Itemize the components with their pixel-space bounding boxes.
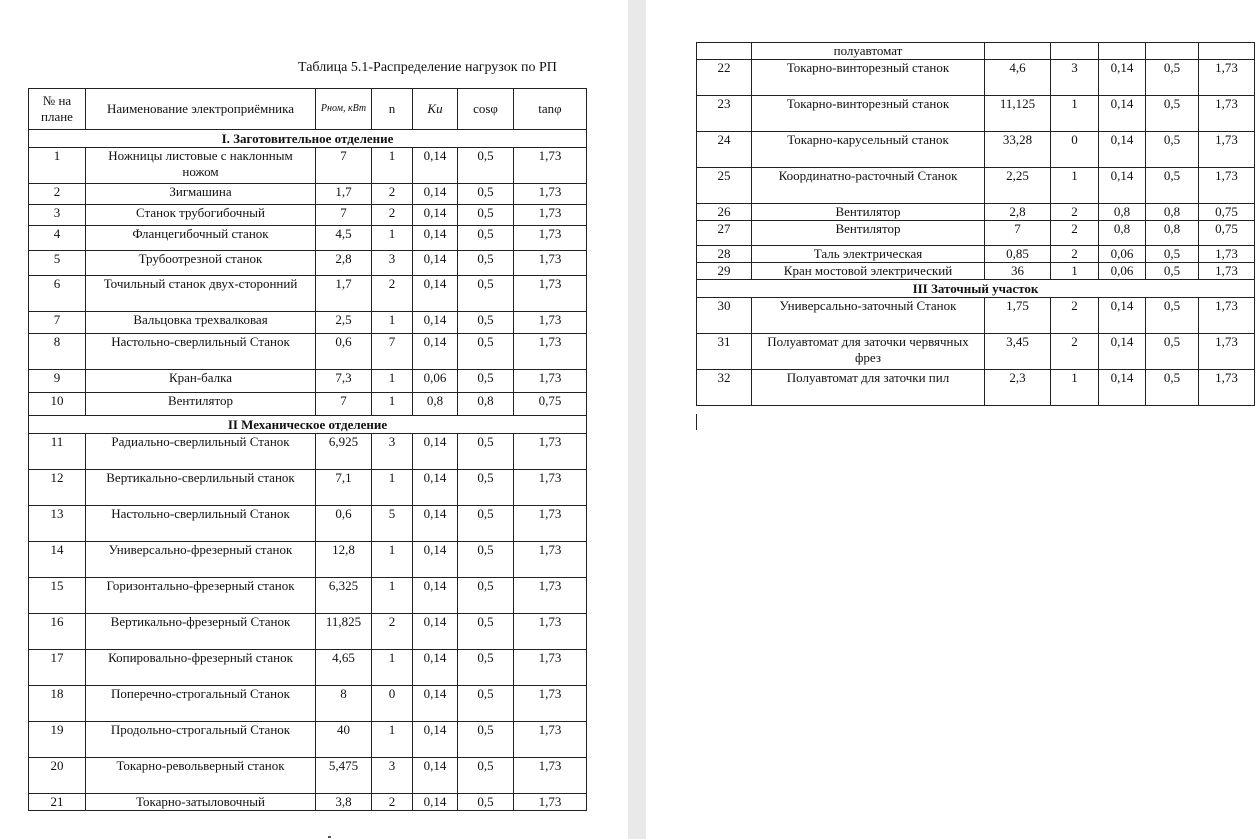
cos-phi: 0,5 — [1146, 132, 1199, 168]
rated-power: 7,3 — [316, 370, 372, 393]
unit-count: 1 — [372, 148, 413, 184]
rated-power: 1,7 — [316, 276, 372, 312]
row-number: 2 — [29, 184, 86, 205]
row-number: 14 — [29, 542, 86, 578]
cos-phi: 0,5 — [1146, 263, 1199, 280]
rated-power: 36 — [985, 263, 1051, 280]
header-num: № на плане — [29, 89, 86, 130]
usage-factor: 0,14 — [413, 205, 458, 226]
equipment-name: Трубоотрезной станок — [86, 251, 316, 276]
table-row — [29, 393, 587, 416]
table-row — [29, 470, 587, 506]
tan-phi: 0,75 — [514, 393, 587, 416]
row-number: 29 — [697, 263, 752, 280]
table-row — [29, 722, 587, 758]
usage-factor: 0,14 — [413, 334, 458, 370]
table-row — [29, 650, 587, 686]
rated-power: 7,1 — [316, 470, 372, 506]
load-distribution-table-continued — [696, 42, 1255, 406]
equipment-name: Зигмашина — [86, 184, 316, 205]
equipment-name: Токарно-винторезный станок — [752, 96, 985, 132]
usage-factor: 0,14 — [413, 251, 458, 276]
equipment-name: Настольно-сверлильный Станок — [86, 334, 316, 370]
rated-power: 7 — [316, 205, 372, 226]
row-number: 17 — [29, 650, 86, 686]
usage-factor: 0,8 — [1099, 204, 1146, 221]
table-row — [697, 204, 1255, 221]
unit-count: 1 — [372, 226, 413, 251]
equipment-name: Точильный станок двух-сторонний — [86, 276, 316, 312]
table-row — [697, 96, 1255, 132]
cos-phi: 0,5 — [458, 794, 514, 811]
equipment-name: Станок трубогибочный — [86, 205, 316, 226]
row-number: 13 — [29, 506, 86, 542]
cos-phi: 0,5 — [458, 251, 514, 276]
row-number: 20 — [29, 758, 86, 794]
rated-power: 6,925 — [316, 434, 372, 470]
header-power: Pном, кВт — [316, 89, 372, 130]
rated-power: 3,8 — [316, 794, 372, 811]
tan-phi: 1,73 — [514, 205, 587, 226]
equipment-name: Вертикально-сверлильный станок — [86, 470, 316, 506]
usage-factor — [1099, 43, 1146, 60]
rated-power: 4,65 — [316, 650, 372, 686]
tan-phi: 1,73 — [1199, 96, 1255, 132]
row-number: 19 — [29, 722, 86, 758]
usage-factor: 0,8 — [1099, 221, 1146, 246]
cos-phi: 0,5 — [458, 434, 514, 470]
usage-factor: 0,14 — [413, 578, 458, 614]
usage-factor: 0,14 — [1099, 132, 1146, 168]
rated-power: 7 — [316, 393, 372, 416]
unit-count: 5 — [372, 506, 413, 542]
row-number: 15 — [29, 578, 86, 614]
rated-power: 2,25 — [985, 168, 1051, 204]
table-row — [29, 312, 587, 334]
tan-phi: 1,73 — [514, 226, 587, 251]
table-row — [697, 370, 1255, 406]
equipment-name: полуавтомат — [752, 43, 985, 60]
table-row — [697, 168, 1255, 204]
table-row — [29, 226, 587, 251]
table-row — [29, 370, 587, 393]
tan-phi: 0,75 — [1199, 204, 1255, 221]
unit-count: 1 — [1051, 370, 1099, 406]
row-number: 8 — [29, 334, 86, 370]
tan-phi: 1,73 — [1199, 370, 1255, 406]
row-number: 3 — [29, 205, 86, 226]
row-number: 11 — [29, 434, 86, 470]
row-number: 26 — [697, 204, 752, 221]
usage-factor: 0,14 — [413, 470, 458, 506]
tan-phi: 1,73 — [514, 312, 587, 334]
section-heading-row — [697, 280, 1255, 298]
header-usage-factor: Kи — [413, 89, 458, 130]
table-row — [29, 614, 587, 650]
unit-count: 1 — [372, 542, 413, 578]
table-row — [697, 246, 1255, 263]
table-row — [697, 60, 1255, 96]
tan-phi: 1,73 — [1199, 168, 1255, 204]
unit-count: 2 — [1051, 204, 1099, 221]
usage-factor: 0,14 — [413, 312, 458, 334]
header-cos: cosφ — [458, 89, 514, 130]
cos-phi: 0,8 — [1146, 221, 1199, 246]
rated-power: 6,325 — [316, 578, 372, 614]
unit-count: 0 — [372, 686, 413, 722]
usage-factor: 0,14 — [413, 650, 458, 686]
cos-phi: 0,5 — [1146, 298, 1199, 334]
tan-phi: 1,73 — [514, 148, 587, 184]
page-speck — [328, 836, 331, 838]
unit-count: 2 — [1051, 334, 1099, 370]
cos-phi: 0,5 — [458, 184, 514, 205]
section-heading-row — [29, 416, 587, 434]
unit-count: 1 — [372, 470, 413, 506]
usage-factor: 0,06 — [1099, 263, 1146, 280]
usage-factor: 0,14 — [1099, 334, 1146, 370]
cos-phi: 0,5 — [458, 686, 514, 722]
usage-factor: 0,14 — [413, 226, 458, 251]
row-number: 10 — [29, 393, 86, 416]
cos-phi: 0,5 — [1146, 96, 1199, 132]
tan-phi: 1,73 — [514, 722, 587, 758]
tan-phi: 1,73 — [514, 506, 587, 542]
row-number: 32 — [697, 370, 752, 406]
tan-phi: 1,73 — [514, 542, 587, 578]
table-row — [29, 434, 587, 470]
cos-phi: 0,5 — [458, 334, 514, 370]
equipment-name: Копировально-фрезерный станок — [86, 650, 316, 686]
section-heading: II Механическое отделение — [29, 416, 587, 434]
row-number: 28 — [697, 246, 752, 263]
unit-count: 2 — [372, 205, 413, 226]
unit-count: 1 — [372, 722, 413, 758]
usage-factor: 0,14 — [1099, 370, 1146, 406]
rated-power: 11,125 — [985, 96, 1051, 132]
equipment-name: Фланцегибочный станок — [86, 226, 316, 251]
tan-phi: 1,73 — [514, 686, 587, 722]
usage-factor: 0,14 — [413, 722, 458, 758]
table-row — [29, 578, 587, 614]
cos-phi: 0,5 — [458, 312, 514, 334]
tan-phi: 1,73 — [514, 370, 587, 393]
table-row — [697, 298, 1255, 334]
table-row — [697, 221, 1255, 246]
unit-count: 2 — [372, 794, 413, 811]
tan-phi: 1,73 — [514, 614, 587, 650]
tan-phi: 1,73 — [1199, 246, 1255, 263]
header-count: n — [372, 89, 413, 130]
unit-count: 3 — [372, 434, 413, 470]
usage-factor: 0,14 — [1099, 168, 1146, 204]
equipment-name: Вентилятор — [752, 221, 985, 246]
rated-power — [985, 43, 1051, 60]
row-number: 9 — [29, 370, 86, 393]
unit-count: 1 — [372, 578, 413, 614]
cos-phi: 0,5 — [458, 542, 514, 578]
rated-power: 11,825 — [316, 614, 372, 650]
cos-phi: 0,5 — [458, 226, 514, 251]
table-row — [29, 686, 587, 722]
tan-phi: 1,73 — [514, 758, 587, 794]
usage-factor: 0,14 — [413, 148, 458, 184]
equipment-name: Горизонтально-фрезерный станок — [86, 578, 316, 614]
rated-power: 40 — [316, 722, 372, 758]
usage-factor: 0,14 — [1099, 60, 1146, 96]
equipment-name: Ножницы листовые с наклонным ножом — [86, 148, 316, 184]
usage-factor: 0,14 — [413, 614, 458, 650]
table-row — [29, 794, 587, 811]
equipment-name: Токарно-затыловочный — [86, 794, 316, 811]
table-header-row — [29, 89, 587, 130]
rated-power: 1,7 — [316, 184, 372, 205]
table-row — [697, 334, 1255, 370]
unit-count: 7 — [372, 334, 413, 370]
unit-count: 1 — [372, 650, 413, 686]
rated-power: 5,475 — [316, 758, 372, 794]
cos-phi: 0,5 — [1146, 168, 1199, 204]
document-page-left — [0, 0, 628, 839]
document-page-right — [646, 0, 1260, 839]
cos-phi: 0,5 — [458, 148, 514, 184]
usage-factor: 0,14 — [413, 184, 458, 205]
row-number: 5 — [29, 251, 86, 276]
row-number: 18 — [29, 686, 86, 722]
table-body-left — [29, 130, 587, 811]
section-heading: III Заточный участок — [697, 280, 1255, 298]
tan-phi: 1,73 — [514, 251, 587, 276]
tan-phi: 1,73 — [1199, 263, 1255, 280]
row-number: 21 — [29, 794, 86, 811]
table-row — [29, 276, 587, 312]
usage-factor: 0,14 — [413, 686, 458, 722]
usage-factor: 0,14 — [1099, 96, 1146, 132]
table-row — [697, 43, 1255, 60]
row-number: 7 — [29, 312, 86, 334]
table-row — [29, 205, 587, 226]
equipment-name: Вальцовка трехвалковая — [86, 312, 316, 334]
equipment-name: Вертикально-фрезерный Станок — [86, 614, 316, 650]
table-row — [697, 263, 1255, 280]
tan-phi — [1199, 43, 1255, 60]
equipment-name: Полуавтомат для заточки червячных фрез — [752, 334, 985, 370]
tan-phi: 1,73 — [514, 794, 587, 811]
rated-power: 33,28 — [985, 132, 1051, 168]
equipment-name: Кран мостовой электрический — [752, 263, 985, 280]
rated-power: 1,75 — [985, 298, 1051, 334]
equipment-name: Вентилятор — [752, 204, 985, 221]
row-number: 1 — [29, 148, 86, 184]
usage-factor: 0,06 — [1099, 246, 1146, 263]
cos-phi: 0,5 — [1146, 246, 1199, 263]
rated-power: 0,6 — [316, 506, 372, 542]
row-number: 25 — [697, 168, 752, 204]
cos-phi: 0,5 — [458, 578, 514, 614]
tan-phi: 1,73 — [514, 434, 587, 470]
equipment-name: Универсально-заточный Станок — [752, 298, 985, 334]
section-heading-row — [29, 130, 587, 148]
tan-phi: 1,73 — [514, 276, 587, 312]
rated-power: 2,5 — [316, 312, 372, 334]
cos-phi: 0,5 — [458, 722, 514, 758]
cos-phi: 0,5 — [458, 205, 514, 226]
equipment-name: Универсально-фрезерный станок — [86, 542, 316, 578]
unit-count: 1 — [372, 393, 413, 416]
table-row — [29, 334, 587, 370]
row-number — [697, 43, 752, 60]
usage-factor: 0,14 — [413, 758, 458, 794]
section-heading: I. Заготовительное отделение — [29, 130, 587, 148]
equipment-name: Радиально-сверлильный Станок — [86, 434, 316, 470]
tan-phi: 1,73 — [1199, 298, 1255, 334]
tan-phi: 1,73 — [1199, 334, 1255, 370]
cos-phi: 0,8 — [1146, 204, 1199, 221]
usage-factor: 0,14 — [413, 434, 458, 470]
unit-count: 3 — [372, 251, 413, 276]
tan-phi: 1,73 — [514, 578, 587, 614]
table-row — [697, 132, 1255, 168]
cos-phi: 0,8 — [458, 393, 514, 416]
row-number: 24 — [697, 132, 752, 168]
unit-count: 2 — [372, 276, 413, 312]
tan-phi: 1,73 — [514, 470, 587, 506]
row-number: 31 — [697, 334, 752, 370]
row-number: 6 — [29, 276, 86, 312]
unit-count: 2 — [1051, 246, 1099, 263]
table-row — [29, 506, 587, 542]
unit-count: 0 — [1051, 132, 1099, 168]
header-tan: tanφ — [514, 89, 587, 130]
cos-phi: 0,5 — [458, 758, 514, 794]
table-row — [29, 758, 587, 794]
unit-count: 1 — [1051, 96, 1099, 132]
header-name: Наименование электроприёмника — [86, 89, 316, 130]
text-cursor — [696, 414, 697, 430]
equipment-name: Токарно-карусельный станок — [752, 132, 985, 168]
unit-count: 2 — [372, 184, 413, 205]
table-row — [29, 148, 587, 184]
table-caption: Таблица 5.1-Распределение нагрузок по РП — [298, 60, 557, 75]
load-distribution-table — [28, 88, 587, 811]
cos-phi: 0,5 — [1146, 60, 1199, 96]
tan-phi: 1,73 — [514, 650, 587, 686]
cos-phi: 0,5 — [458, 506, 514, 542]
unit-count: 1 — [372, 370, 413, 393]
unit-count: 2 — [1051, 221, 1099, 246]
unit-count: 1 — [1051, 168, 1099, 204]
cos-phi: 0,5 — [458, 650, 514, 686]
row-number: 27 — [697, 221, 752, 246]
table-body-right — [697, 43, 1255, 406]
equipment-name: Поперечно-строгальный Станок — [86, 686, 316, 722]
usage-factor: 0,06 — [413, 370, 458, 393]
row-number: 12 — [29, 470, 86, 506]
rated-power: 2,3 — [985, 370, 1051, 406]
usage-factor: 0,14 — [413, 794, 458, 811]
unit-count: 1 — [1051, 263, 1099, 280]
rated-power: 7 — [985, 221, 1051, 246]
equipment-name: Токарно-револьверный станок — [86, 758, 316, 794]
tan-phi: 1,73 — [514, 334, 587, 370]
cos-phi — [1146, 43, 1199, 60]
row-number: 23 — [697, 96, 752, 132]
equipment-name: Кран-балка — [86, 370, 316, 393]
tan-phi: 1,73 — [1199, 60, 1255, 96]
tan-phi: 1,73 — [1199, 132, 1255, 168]
usage-factor: 0,14 — [1099, 298, 1146, 334]
row-number: 4 — [29, 226, 86, 251]
table-row — [29, 184, 587, 205]
cos-phi: 0,5 — [1146, 334, 1199, 370]
unit-count: 2 — [1051, 298, 1099, 334]
rated-power: 4,5 — [316, 226, 372, 251]
unit-count — [1051, 43, 1099, 60]
usage-factor: 0,14 — [413, 506, 458, 542]
equipment-name: Настольно-сверлильный Станок — [86, 506, 316, 542]
cos-phi: 0,5 — [458, 614, 514, 650]
cos-phi: 0,5 — [1146, 370, 1199, 406]
usage-factor: 0,8 — [413, 393, 458, 416]
rated-power: 2,8 — [985, 204, 1051, 221]
row-number: 22 — [697, 60, 752, 96]
rated-power: 12,8 — [316, 542, 372, 578]
rated-power: 2,8 — [316, 251, 372, 276]
equipment-name: Полуавтомат для заточки пил — [752, 370, 985, 406]
rated-power: 0,6 — [316, 334, 372, 370]
unit-count: 2 — [372, 614, 413, 650]
unit-count: 1 — [372, 312, 413, 334]
row-number: 30 — [697, 298, 752, 334]
rated-power: 0,85 — [985, 246, 1051, 263]
usage-factor: 0,14 — [413, 542, 458, 578]
usage-factor: 0,14 — [413, 276, 458, 312]
cos-phi: 0,5 — [458, 470, 514, 506]
rated-power: 8 — [316, 686, 372, 722]
table-row — [29, 542, 587, 578]
tan-phi: 1,73 — [514, 184, 587, 205]
equipment-name: Таль электрическая — [752, 246, 985, 263]
equipment-name: Продольно-строгальный Станок — [86, 722, 316, 758]
equipment-name: Вентилятор — [86, 393, 316, 416]
rated-power: 7 — [316, 148, 372, 184]
equipment-name: Токарно-винторезный станок — [752, 60, 985, 96]
unit-count: 3 — [372, 758, 413, 794]
row-number: 16 — [29, 614, 86, 650]
unit-count: 3 — [1051, 60, 1099, 96]
cos-phi: 0,5 — [458, 370, 514, 393]
equipment-name: Координатно-расточный Станок — [752, 168, 985, 204]
rated-power: 3,45 — [985, 334, 1051, 370]
cos-phi: 0,5 — [458, 276, 514, 312]
tan-phi: 0,75 — [1199, 221, 1255, 246]
table-row — [29, 251, 587, 276]
rated-power: 4,6 — [985, 60, 1051, 96]
